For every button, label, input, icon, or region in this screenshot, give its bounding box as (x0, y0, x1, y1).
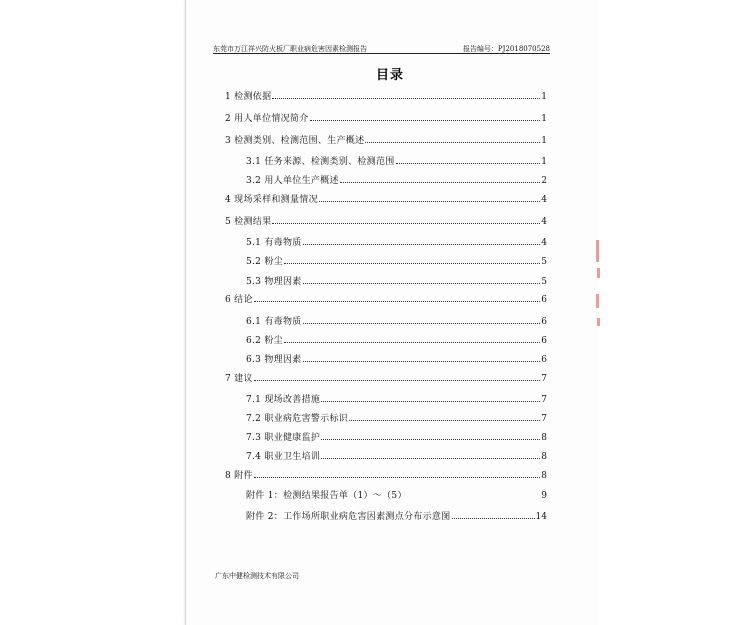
toc-entry-page: 1 (541, 157, 547, 167)
toc-entry-label: 附件 1：检测结果报告单（1）～（5） (246, 491, 407, 501)
toc-entry-label: 6.1 有毒物质 (246, 317, 302, 327)
toc-entry-label: 3.2 用人单位生产概述 (246, 176, 339, 186)
seal-edge-mark (597, 318, 600, 326)
toc-entry-page: 6 (541, 336, 547, 346)
toc-entry-label: 7.4 职业卫生培训 (246, 452, 321, 462)
toc-leader (349, 412, 540, 421)
toc-entry-page: 4 (541, 238, 547, 248)
header-report-title: 东莞市万江祥兴防火板厂职业病危害因素检测报告 (213, 45, 367, 53)
toc-entry-label: 5.2 粉尘 (246, 257, 283, 267)
toc-leader (254, 469, 540, 478)
toc-entry-label: 6.3 物理因素 (246, 355, 302, 365)
toc-entry-label: 6.2 粉尘 (246, 336, 283, 346)
toc-leader (272, 215, 540, 224)
toc-entry-page: 14 (535, 512, 547, 522)
toc-entry-label: 4 现场采样和测量情况 (225, 195, 318, 205)
toc-leader (254, 372, 540, 381)
toc-leader (396, 155, 541, 164)
toc-entry-page: 1 (541, 92, 547, 102)
header-report-number: 报告编号：PJ2018070528 (462, 45, 550, 53)
seal-edge-mark (596, 294, 599, 308)
toc-entry[interactable] (246, 255, 547, 267)
toc-leader (321, 450, 540, 459)
toc-entry-page: 6 (541, 295, 547, 305)
toc-entry[interactable] (225, 215, 547, 227)
toc-entry-label: 5.1 有毒物质 (246, 238, 302, 248)
toc-entry[interactable] (246, 315, 547, 327)
toc-entry-label: 5.3 物理因素 (246, 277, 302, 287)
toc-entry[interactable] (246, 155, 547, 167)
toc-entry-page: 7 (541, 414, 547, 424)
toc-entry[interactable] (246, 490, 547, 502)
toc-leader (303, 353, 541, 362)
toc-entry-page: 4 (541, 217, 547, 227)
toc-leader (321, 393, 540, 402)
toc-entry[interactable] (246, 412, 547, 424)
toc-entry[interactable] (246, 510, 547, 522)
toc-entry-label: 6 结论 (225, 295, 253, 305)
toc-title: 目录 (375, 68, 404, 83)
toc-entry-label: 2 用人单位情况简介 (225, 114, 309, 124)
company-footer: 广东中健检测技术有限公司 (215, 572, 299, 580)
toc-entry-label: 3.1 任务来源、检测类别、检测范围 (246, 157, 395, 167)
toc-entry[interactable] (246, 174, 547, 186)
toc-leader (284, 255, 540, 264)
toc-leader (319, 193, 540, 202)
toc-entry-page: 8 (541, 452, 547, 462)
toc-leader (310, 112, 541, 121)
toc-entry[interactable] (225, 372, 547, 384)
toc-leader (321, 431, 540, 440)
toc-entry-label: 3 检测类别、检测范围、生产概述 (225, 136, 365, 146)
toc-leader (272, 90, 540, 99)
toc-leader (284, 334, 540, 343)
toc-entry-label: 7 建议 (225, 374, 253, 384)
toc-entry[interactable] (225, 134, 547, 146)
toc-entry-label: 7.2 职业病危害警示标识 (246, 414, 349, 424)
toc-entry[interactable] (246, 236, 547, 248)
toc-entry[interactable] (225, 193, 547, 205)
toc-entry-label: 7.1 现场改善措施 (246, 395, 321, 405)
toc-entry-page: 1 (541, 114, 547, 124)
toc-leader (303, 275, 541, 284)
toc-entry[interactable] (246, 450, 547, 462)
toc-entry-label: 7.3 职业健康监护 (246, 433, 321, 443)
toc-entry[interactable] (225, 112, 547, 124)
seal-edge-mark (596, 240, 599, 262)
toc-entry-page: 2 (541, 176, 547, 186)
toc-leader (365, 134, 540, 143)
toc-entry-page: 1 (541, 136, 547, 146)
toc-entry[interactable] (246, 275, 547, 287)
toc-entry[interactable] (225, 469, 547, 481)
seal-edge-mark (597, 268, 600, 278)
toc-entry[interactable] (246, 393, 547, 405)
toc-entry-page: 6 (541, 317, 547, 327)
toc-entry[interactable] (225, 90, 547, 102)
toc-entry[interactable] (225, 293, 547, 305)
toc-entry[interactable] (246, 353, 547, 365)
toc-entry-page: 9 (541, 491, 547, 501)
toc-leader (452, 510, 535, 519)
toc-entry[interactable] (246, 334, 547, 346)
toc-entry-label: 1 检测依据 (225, 92, 272, 102)
toc-entry-page: 5 (541, 277, 547, 287)
toc-entry-page: 5 (541, 257, 547, 267)
toc-entry[interactable] (246, 431, 547, 443)
toc-entry-label: 附件 2：工作场所职业病危害因素测点分布示意图 (246, 512, 451, 522)
toc-entry-page: 6 (541, 355, 547, 365)
toc-leader (340, 174, 540, 183)
toc-leader (254, 293, 540, 302)
toc-entry-page: 4 (541, 195, 547, 205)
toc-leader (303, 315, 541, 324)
toc-entry-label: 8 附件 (225, 471, 253, 481)
toc-entry-label: 5 检测结果 (225, 217, 272, 227)
toc-leader (303, 236, 541, 245)
toc-entry-page: 8 (541, 471, 547, 481)
toc-entry-page: 7 (541, 395, 547, 405)
toc-entry-page: 7 (541, 374, 547, 384)
toc-entry-page: 8 (541, 433, 547, 443)
toc-leader (408, 490, 541, 498)
